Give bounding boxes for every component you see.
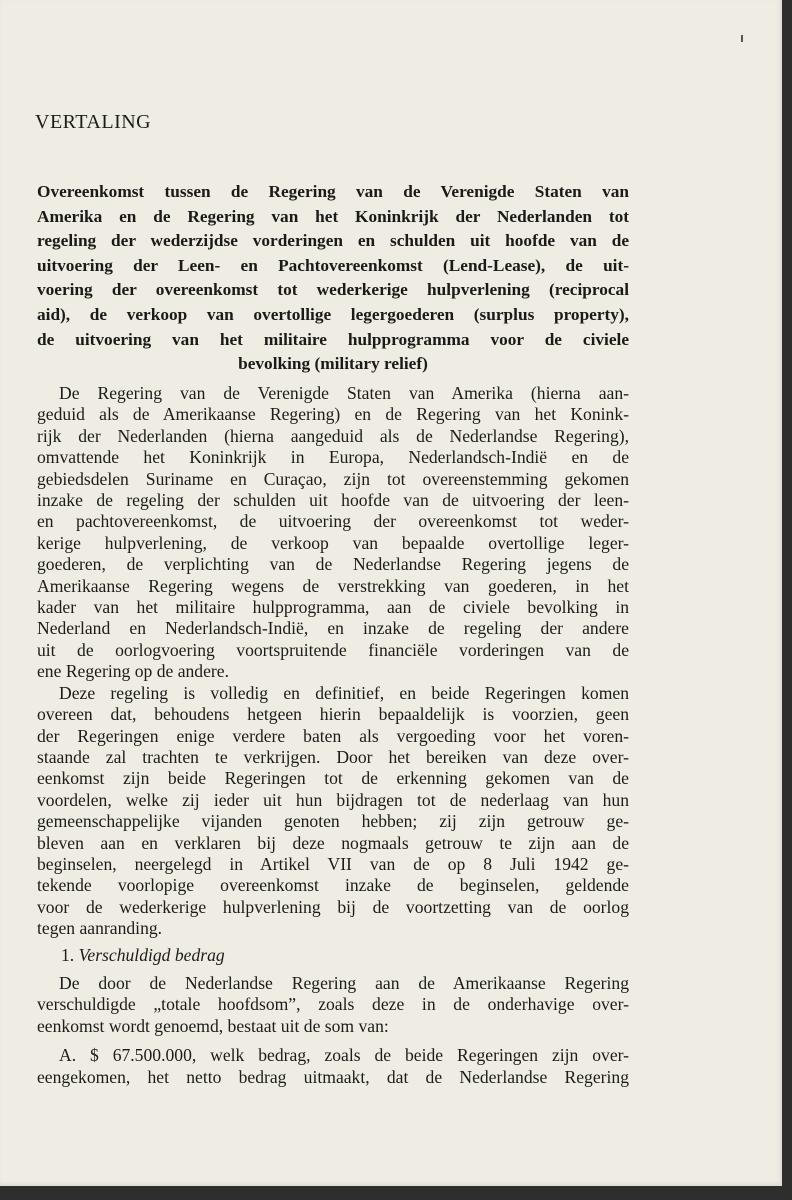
text-line: De door de Nederlandse Regering aan de Amerikaanse Regering xyxy=(59,972,629,993)
running-head: VERTALING xyxy=(35,111,152,133)
title-line: regeling der wederzijdse vorderingen en schulden uit hoofde van de xyxy=(37,231,629,251)
text-line: bleven aan en verklaren bij deze nogmaals getrouw te zijn aan de xyxy=(37,832,629,853)
body-text xyxy=(37,383,629,1088)
text-line: ene Regering op de andere. xyxy=(37,661,229,682)
text-line: tegen aanranding. xyxy=(37,918,163,939)
text-line: eengekomen, het netto bedrag uitmaakt, dat de Nederlandse Regering xyxy=(37,1066,629,1087)
text-line: gebiedsdelen Suriname en Curaçao, zijn tot overeenstemming gekomen xyxy=(37,468,629,489)
scan-border-bottom xyxy=(0,1186,792,1200)
title-line: aid), de verkoop van overtollige legergoederen (surplus property), xyxy=(37,304,629,324)
text-line: staande zal trachten te verkrijgen. Door het bereiken van deze over- xyxy=(37,746,629,767)
text-line: en pachtovereenkomst, de uitvoering der overeenkomst tot weder- xyxy=(37,511,629,532)
title-line: de uitvoering van het militaire hulpprogramma voor de civiele xyxy=(37,329,629,349)
paragraph-preamble xyxy=(37,383,629,683)
section-title: Verschuldigd bedrag xyxy=(78,944,225,965)
text-line: overeen dat, behoudens hetgeen hierin bepaaldelijk is voorzien, geen xyxy=(37,704,629,725)
text-line: A. $ 67.500.000, welk bedrag, zoals de beide Regeringen zijn over- xyxy=(59,1045,629,1066)
text-line: inzake de regeling der schulden uit hoofde van de uitvoering der leen- xyxy=(37,490,629,511)
title-line: Overeenkomst tussen de Regering van de Verenigde Staten van xyxy=(37,182,629,201)
title-line: bevolking (military relief) xyxy=(238,354,428,374)
scan-mark xyxy=(741,35,743,42)
text-line: eenkomst wordt genoemd, bestaat uit de som van: xyxy=(37,1015,389,1036)
text-line: tekende voorlopige overeenkomst inzake de beginselen, geldende xyxy=(37,875,629,896)
section-number: 1. xyxy=(61,944,75,965)
text-line: voor de wederkerige hulpverlening bij de voortzetting van de oorlog xyxy=(37,896,629,917)
text-line: Nederland en Nederlandsch-Indië, en inzake de regeling der andere xyxy=(37,618,629,639)
scan-border-right xyxy=(782,0,792,1200)
paragraph-settlement xyxy=(37,683,629,940)
text-line: kader van het militaire hulpprogramma, aan de civiele bevolking in xyxy=(37,597,629,618)
text-line: Amerikaanse Regering wegens de verstrekking van goederen, in het xyxy=(37,575,629,596)
text-line: der Regeringen enige verdere baten als vergoeding voor het voren- xyxy=(37,725,629,746)
text-line: rijk der Nederlanden (hierna aangeduid als de Nederlandse Regering), xyxy=(37,425,629,446)
text-line: geduid als de Amerikaanse Regering) en de Regering van het Konink- xyxy=(37,404,629,425)
agreement-title xyxy=(37,180,629,377)
text-line: omvattende het Koninkrijk in Europa, Nederlandsch-Indië en de xyxy=(37,447,629,468)
text-line: De Regering van de Verenigde Staten van Amerika (hierna aan- xyxy=(59,383,629,403)
title-line: Amerika en de Regering van het Koninkrijk der Nederlanden tot xyxy=(37,206,629,226)
title-line: uitvoering der Leen- en Pachtovereenkomst (Lend-Lease), de uit- xyxy=(37,255,629,275)
text-line: verschuldigde „totale hoofdsom”, zoals deze in de onderhavige over- xyxy=(37,994,629,1015)
text-line: goederen, de verplichting van de Nederlandse Regering jegens de xyxy=(37,554,629,575)
text-line: voordelen, welke zij ieder uit hun bijdragen tot de nederlaag van hun xyxy=(37,789,629,810)
text-line: kerige hulpverlening, de verkoop van bepaalde overtollige leger- xyxy=(37,532,629,553)
paragraph-amount xyxy=(37,973,629,1037)
text-line: uit de oorlogvoering voortspruitende financiële vorderingen van de xyxy=(37,639,629,660)
text-line: beginselen, neergelegd in Artikel VII van de op 8 Juli 1942 ge- xyxy=(37,853,629,874)
text-line: gemeenschappelijke vijanden genoten hebben; zij zijn getrouw ge- xyxy=(37,811,629,832)
text-line: eenkomst zijn beide Regeringen tot de erkenning gekomen van de xyxy=(37,768,629,789)
text-line: Deze regeling is volledig en definitief, en beide Regeringen komen xyxy=(59,682,629,703)
section-heading xyxy=(37,945,629,966)
title-line: voering der overeenkomst tot wederkerige hulpverlening (reciprocal xyxy=(37,280,629,300)
paragraph-item-a xyxy=(37,1045,629,1088)
